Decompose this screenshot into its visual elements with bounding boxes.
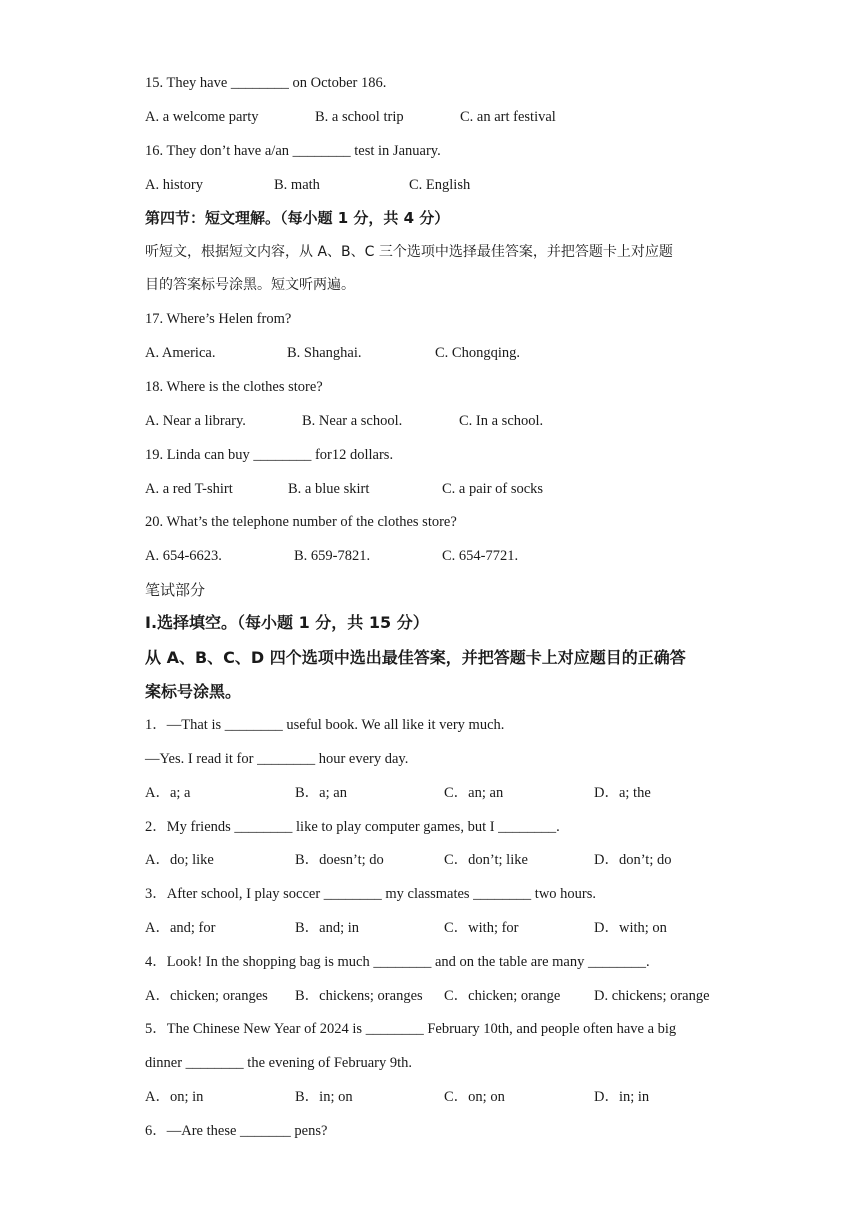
q15-stem: 15. They have ________ on October 186. xyxy=(145,75,387,91)
w1-option-c: C．an; an xyxy=(444,785,504,801)
q19-options xyxy=(145,477,745,501)
q17-option-b: B. Shanghai. xyxy=(287,345,362,361)
w5-option-c: C．on; on xyxy=(444,1089,505,1105)
part1-instructions-line2: 案标号涂黑。 xyxy=(145,682,242,701)
q18-options xyxy=(145,409,745,433)
q16-options xyxy=(145,173,745,197)
w2-stem: 2．My friends ________ like to play computer games, but I ________. xyxy=(145,819,560,835)
w2-option-c: C．don’t; like xyxy=(444,852,528,868)
w5-option-b: B．in; on xyxy=(295,1089,353,1105)
q18-option-c: C. In a school. xyxy=(459,413,544,429)
w5-option-d: D．in; in xyxy=(594,1089,650,1105)
q16-stem: 16. They don’t have a/an ________ test in January. xyxy=(145,143,441,159)
w3-option-a: A．and; for xyxy=(145,920,216,936)
w4-options xyxy=(145,984,725,1008)
q20-options xyxy=(145,544,745,568)
q19-option-c: C. a pair of socks xyxy=(442,481,544,497)
w5-stem-line1: 5．The Chinese New Year of 2024 is ________ February 10th, and people often have a big xyxy=(145,1021,677,1037)
section4-instructions-line2: 目的答案标号涂黑。短文听两遍。 xyxy=(145,277,355,293)
w1-option-a: A．a; a xyxy=(145,785,191,801)
q19-option-a: A. a red T-shirt xyxy=(145,481,233,497)
w3-stem: 3．After school, I play soccer ________ my classmates ________ two hours. xyxy=(145,886,597,902)
w2-option-d: D．don’t; do xyxy=(594,852,672,868)
q16-option-b: B. math xyxy=(274,177,320,193)
w2-option-a: A．do; like xyxy=(145,852,214,868)
q16-option-c: C. English xyxy=(409,177,471,193)
w4-stem: 4．Look! In the shopping bag is much ________ and on the table are many ________. xyxy=(145,954,650,970)
q18-option-b: B. Near a school. xyxy=(302,413,403,429)
q15-option-a: A. a welcome party xyxy=(145,109,259,125)
q20-option-c: C. 654-7721. xyxy=(442,548,519,564)
q20-option-b: B. 659-7821. xyxy=(294,548,371,564)
w1-stem-line2: —Yes. I read it for ________ hour every day. xyxy=(145,751,409,767)
written-section-title: 笔试部分 xyxy=(145,581,206,599)
q17-option-a: A. America. xyxy=(145,345,216,361)
q18-stem: 18. Where is the clothes store? xyxy=(145,379,323,395)
q15-option-c: C. an art festival xyxy=(460,109,556,125)
q17-options xyxy=(145,341,745,365)
w5-stem-line2: dinner ________ the evening of February 9th. xyxy=(145,1055,412,1071)
w2-option-b: B．doesn’t; do xyxy=(295,852,384,868)
q19-option-b: B. a blue skirt xyxy=(288,481,370,497)
w4-option-b: B．chickens; oranges xyxy=(295,988,423,1004)
q18-option-a: A. Near a library. xyxy=(145,413,246,429)
w3-option-d: D．with; on xyxy=(594,920,667,936)
q16-option-a: A. history xyxy=(145,177,203,193)
w4-option-c: C．chicken; orange xyxy=(444,988,561,1004)
w3-option-b: B．and; in xyxy=(295,920,360,936)
w2-options xyxy=(145,848,725,872)
w5-option-a: A．on; in xyxy=(145,1089,204,1105)
section4-instructions-line1: 听短文，根据短文内容，从 A、B、C 三个选项中选择最佳答案，并把答题卡上对应题 xyxy=(145,244,673,260)
q20-stem: 20. What’s the telephone number of the clothes store? xyxy=(145,514,457,530)
q19-stem: 19. Linda can buy ________ for12 dollars. xyxy=(145,447,394,463)
w3-options xyxy=(145,916,725,940)
q17-option-c: C. Chongqing. xyxy=(435,345,520,361)
w6-stem: 6．—Are these _______ pens? xyxy=(145,1123,328,1139)
q20-option-a: A. 654-6623. xyxy=(145,548,222,564)
q15-options xyxy=(145,105,745,129)
w1-option-d: D．a; the xyxy=(594,785,651,801)
w5-options xyxy=(145,1085,725,1109)
w4-option-a: A．chicken; oranges xyxy=(145,988,268,1004)
w4-option-d: D. chickens; orange xyxy=(594,988,710,1004)
part1-title: I.选择填空。（每小题 1 分，共 15 分） xyxy=(145,613,429,632)
w1-option-b: B．a; an xyxy=(295,785,347,801)
w3-option-c: C．with; for xyxy=(444,920,519,936)
w1-stem-line1: 1．—That is ________ useful book. We all like it very much. xyxy=(145,717,505,733)
part1-instructions-line1: 从 A、B、C、D 四个选项中选出最佳答案，并把答题卡上对应题目的正确答 xyxy=(145,648,686,667)
section4-title: 第四节：短文理解。（每小题 1 分，共 4 分） xyxy=(145,209,450,227)
q15-option-b: B. a school trip xyxy=(315,109,404,125)
w1-options xyxy=(145,781,725,805)
q17-stem: 17. Where’s Helen from? xyxy=(145,311,292,327)
